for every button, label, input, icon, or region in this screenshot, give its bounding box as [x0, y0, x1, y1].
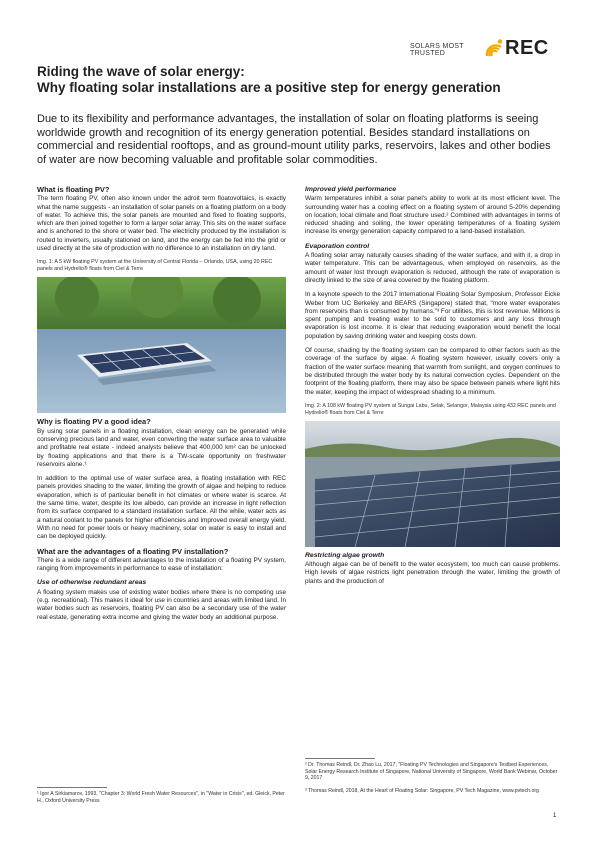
body-text: A floating system makes use of existing water bodies where there is no competing use (e.g. recreational). This makes it ideal for use in countries and areas with limited land. In water bodies such as reservoirs, floating PV can also be a secondary use of the water real estate, generating extra income and giving the water body an additional purpose. — [37, 588, 286, 621]
subsection-heading: Restricting algae growth — [305, 551, 385, 559]
logo-wordmark: REC — [505, 37, 549, 59]
body-text: Of course, shading by the floating system can be compared to other factors such as the coverage of the surface by algae. A floating system however, usually covers only a fraction of the water surface meaning that warmth from sunlight, and oxygen continues to be distributed through the water body by its natural convection cycles. Dependent on the footprint of the floating platform, there may also be space between panels where light hits the water, keeping the impact of widespread shading to a minimum. — [305, 347, 560, 396]
left-column — [37, 186, 286, 628]
body-text: By using solar panels in a floating installation, clean energy can be generated while conserving precious land and water, even converting the water surface area to valuable and profitable real estate - indeed analysts believe that 400,000 km² can be unlocked by floating applications and that there is a TW-scale opportunity on freshwater reservoirs alone.¹ — [37, 427, 286, 468]
footnote-2: ² Dr. Thomas Reindl, Dr. Zhao Lu, 2017, "Floating PV Technologies and Singapore's Testbed Experiences, Solar Energy Research Institute of Singapore, National University of Singapore, World Bank Webinar, October 9, 2017 — [305, 762, 558, 782]
page-number: 1 — [553, 813, 557, 819]
section-heading: What are the advantages of a floating PV installation? — [37, 546, 229, 556]
body-text: In addition to the optimal use of water surface area, a floating installation with REC panels provides shading to the water, limiting the growth of algae and helping to reduce evaporation, which is of particular benefit in hot climates or where water is scarce. At the same time, water, despite its low albedo, can provide an increase in light reflection from its surface compared to a standard installation surface. All the while, water acts as a natural coolant to the panels for higher efficiencies and improved overall energy yield. With no need for power tools or heavy machinery, solar on water is easy to install and can be deployed quickly. — [37, 475, 286, 541]
body-text: In a keynote speech to the 2017 International Floating Solar Symposium, Professor Eicke Weber from UC Berkeley and BEARS (Singapore) stated that, "more water evaporates from reservoirs than is consumed by humans."³ For utilities, this is lost revenue. Millions is spent pumping and treating water to be sold to customers and any loss through evaporation is lost income. It is clear that reducing evaporation would benefit the local population by saving drinking water and keeping costs down. — [305, 291, 560, 340]
body-text: The term floating PV, often also known under the adroit term floatovoltaics, is exactly what the name suggests - an installation of solar panels on a floating platform on a body of water. To achieve this, the solar panels are mounted and fixed to floating supports, which are then joined together to form a larger solar array. This sits on the water surface and is anchored to the shore or water bed. The electricity produced by the installation is routed to inverters, usually stationed on land, and the energy can be fed into the grid or used directly at the site of production with no difference to an installation on dry land. — [37, 195, 286, 253]
title-line-2: Why floating solar installations are a positive step for energy generation — [37, 80, 501, 95]
title-line-1: Riding the wave of solar energy: — [37, 64, 245, 79]
body-text: Although algae can be of benefit to the water ecosystem, too much can cause problems. High levels of algae restricts light penetration through the water, limiting the growth of plants and the production of — [305, 561, 560, 585]
subsection-heading: Improved yield performance — [305, 186, 397, 193]
image-caption: Img. 2: A 108 kW floating PV system at Sungai Labu, Selak, Selangor, Malaysia using 432 REC panels and Hydrelio® floats from Ciel & Terre — [305, 402, 556, 416]
subsection-heading: Evaporation control — [305, 242, 370, 250]
page-title — [37, 64, 567, 96]
footnote-rule — [305, 758, 375, 759]
section-heading: What is floating PV? — [37, 185, 110, 194]
subsection-heading: Use of otherwise redundant areas — [37, 579, 147, 587]
intro-paragraph: Due to its flexibility and performance advantages, the installation of solar on floating platforms is seeing worldwide growth and recognition of its energy generation potential. Besides standard installations on commercial and residential rooftops, and as ground-mount utility parks, reservoirs, lakes and other bodies of water are now becoming valuable and profitable solar commodities. — [37, 113, 551, 166]
body-text: A floating solar array naturally causes shading of the water surface, and with it, a drop in water temperature. This can be advantageous, when employed on reservoirs, as the amount of water lost through evaporation is reduced, although the rate of evaporation is directly linked to the size of area covered by the floating platform. — [305, 252, 560, 284]
floating-pv-photo-florida — [37, 277, 286, 413]
right-column — [305, 186, 560, 592]
brand-tagline: SOLARS MOST TRUSTED — [410, 43, 464, 57]
image-caption: Img. 1: A 5 kW floating PV system at the University of Central Florida – Orlando, USA, using 20 REC panels and Hydrelio® floats from Ciel & Terre — [37, 259, 273, 273]
footnote-1: ¹ Igor A Sirkiamarov, 1993, "Chapter 3: World Fresh Water Resources", in "Water in Crisis", ed. Gleick, Peter H., Oxford University Press — [37, 791, 285, 804]
footnote-rule — [37, 787, 107, 788]
body-text: Warm temperatures inhibit a solar panel's ability to work at its most efficient level. The surrounding water has a cooling effect on a floating system of around 5-20% depending on location, local climate and float structure used.² Combined with advantages in terms of reduced shading and soiling, the lower operating temperatures of a floating system increase its energy generation capacity compared to a land-based installation. — [305, 195, 560, 236]
body-text: There is a wide range of different advantages to the installation of a floating PV system, ranging from improvements in performance to ease of installation: — [37, 556, 286, 573]
rec-logo — [485, 36, 555, 64]
rec-sun-icon — [485, 38, 503, 58]
floating-pv-photo-malaysia — [305, 421, 560, 547]
footnote-3: ³ Thomas Reindl, 2018, At the Heart of Floating Solar: Singapore, PV Tech Magazine, www.pvtech.org — [305, 788, 539, 794]
section-heading: Why is floating PV a good idea? — [37, 417, 151, 427]
